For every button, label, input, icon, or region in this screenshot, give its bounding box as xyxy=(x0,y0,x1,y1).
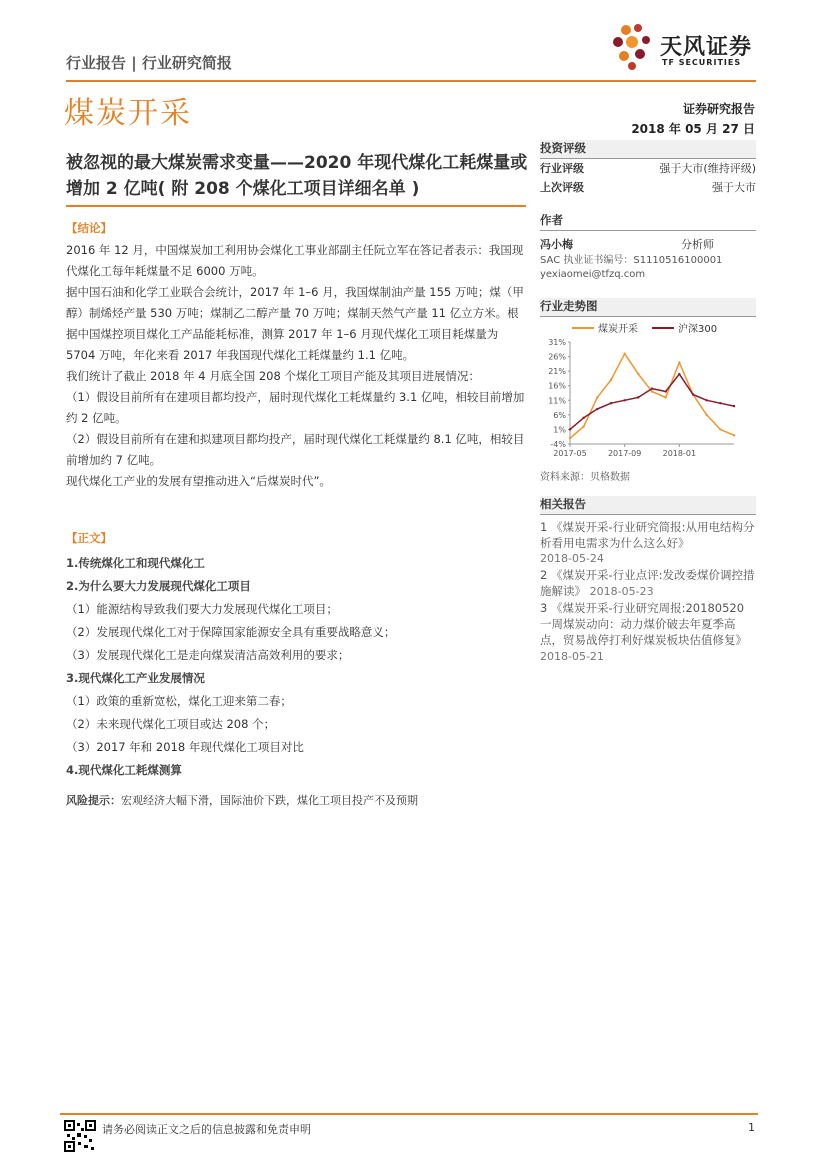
author-sac: SAC 执业证书编号：S1110516100001 xyxy=(540,255,723,266)
doc-date: 2018 年 05 月 27 日 xyxy=(631,122,755,136)
data-point xyxy=(623,399,625,401)
data-point xyxy=(719,428,721,430)
data-point xyxy=(637,396,639,398)
x-tick-label: 2017-09 xyxy=(607,449,642,458)
toc-item: 1.传统煤化工和现代煤化工 xyxy=(66,556,205,570)
author-panel xyxy=(540,212,756,282)
related-item-date: 2018-05-23 xyxy=(589,585,654,598)
related-item-text[interactable]: 3 《煤炭开采-行业研究周报:20180520 一周煤炭动向：动力煤价破去年夏季高点，贸易战停打利好煤炭板块估值修复》 xyxy=(540,601,747,647)
related-panel xyxy=(540,496,756,665)
tf-logo xyxy=(608,22,758,72)
legend-label: 煤炭开采 xyxy=(598,324,638,335)
toc-item: （1）能源结构导致我们要大力发展现代煤化工项目； xyxy=(66,602,338,616)
title-divider xyxy=(66,205,526,207)
author-head: 作者 xyxy=(540,212,756,231)
rating-row xyxy=(540,159,756,178)
logo-text-cn: 天风证券 xyxy=(660,35,753,60)
related-list xyxy=(540,519,756,665)
footer-disclaimer: 请务必阅读正文之后的信息披露和免责申明 xyxy=(102,1123,311,1136)
data-point xyxy=(596,396,598,398)
risk-label: 风险提示： xyxy=(66,794,121,807)
author-role: 分析师 xyxy=(681,238,714,251)
data-point xyxy=(705,414,707,416)
y-tick-label: 21% xyxy=(548,367,566,377)
toc-item: 4.现代煤化工耗煤测算 xyxy=(66,763,182,777)
conclusion-paragraph: （2）假设目前所有在建和拟建项目都均投产，届时现代煤化工耗煤量约 8.1 亿吨，相较目前增加约 7 亿吨。 xyxy=(66,432,525,467)
toc-item: （3）发展现代煤化工是走向煤炭清洁高效利用的要求； xyxy=(66,648,350,662)
rating-row xyxy=(540,178,756,197)
toc-item: （1）政策的重新宽松，煤化工迎来第二春； xyxy=(66,694,292,708)
data-point xyxy=(705,399,707,401)
rating-key: 上次评级 xyxy=(540,181,584,194)
author-email[interactable]: yexiaomei@tfzq.com xyxy=(540,269,646,280)
rating-head: 投资评级 xyxy=(540,140,756,159)
header-divider xyxy=(66,80,756,82)
related-item-text[interactable]: 2 《煤炭开采-行业点评:发改委煤价调控措施解读》 xyxy=(540,568,755,598)
data-point xyxy=(678,373,680,375)
y-tick-label: 6% xyxy=(553,410,566,420)
risk-text: 宏观经济大幅下滑，国际油价下跌，煤化工项目投产不及预期 xyxy=(121,794,418,807)
data-point xyxy=(692,393,694,395)
data-point xyxy=(582,425,584,427)
data-point xyxy=(733,405,735,407)
data-point xyxy=(610,379,612,381)
legend-label: 沪深300 xyxy=(678,324,718,335)
author-name: 冯小梅 xyxy=(540,238,573,251)
data-point xyxy=(569,437,571,439)
toc-list xyxy=(66,552,528,782)
toc-item: 3.现代煤化工产业发展情况 xyxy=(66,671,205,685)
toc-item: 2.为什么要大力发展现代煤化工项目 xyxy=(66,579,251,593)
rating-value: 强于大市 xyxy=(712,181,756,194)
related-item[interactable] xyxy=(540,600,756,665)
data-point xyxy=(651,387,653,389)
y-tick-label: 11% xyxy=(548,396,566,406)
risk-note xyxy=(66,792,528,808)
y-tick-label: 26% xyxy=(548,352,566,362)
logo-text-en: TF SECURITIES xyxy=(662,58,742,67)
x-tick-label: 2017-05 xyxy=(553,449,587,458)
y-tick-label: 16% xyxy=(548,381,566,391)
related-item-text[interactable]: 1 《煤炭开采-行业研究简报:从用电结构分析看用电需求为什么这么好》 xyxy=(540,520,755,550)
data-point xyxy=(569,428,571,430)
conclusion-paragraph: 现代煤化工产业的发展有望推动进入“后煤炭时代”。 xyxy=(66,474,331,488)
toc-item: （2）未来现代煤化工项目或达 208 个； xyxy=(66,717,276,731)
footer-divider xyxy=(60,1113,758,1115)
report-title: 被忽视的最大煤炭需求变量——2020 年现代煤化工耗煤量或增加 2 亿吨( 附 208 个煤化工项目详细名单 ) xyxy=(66,153,528,199)
x-tick-label: 2018-01 xyxy=(662,449,697,458)
data-point xyxy=(664,390,666,392)
conclusion-paragraph: （1）假设目前所有在建项目都均投产，届时现代煤化工耗煤量约 3.1 亿吨，相较目前增加约 2 亿吨。 xyxy=(66,390,525,425)
report-category: 行业报告 | 行业研究简报 xyxy=(66,54,232,72)
data-point xyxy=(651,390,653,392)
conclusion-label: 【结论】 xyxy=(66,221,112,235)
doc-type: 证券研究报告 xyxy=(682,102,755,116)
data-point xyxy=(664,396,666,398)
y-tick-label: 1% xyxy=(553,425,566,435)
toc-item: （3）2017 年和 2018 年现代煤化工项目对比 xyxy=(66,740,304,754)
conclusion-body xyxy=(66,240,528,492)
data-point xyxy=(733,434,735,436)
rating-panel xyxy=(540,140,756,197)
y-tick-label: 31% xyxy=(548,338,566,347)
data-point xyxy=(596,408,598,410)
conclusion-paragraph: 2016 年 12 月，中国煤炭加工利用协会煤化工事业部副主任阮立军在答记者表示：我国现代煤化工每年耗煤量不足 6000 万吨。 xyxy=(66,243,524,278)
data-point xyxy=(623,352,625,354)
data-point xyxy=(678,361,680,363)
related-item-date: 2018-05-24 xyxy=(540,552,604,565)
trend-chart xyxy=(540,318,756,460)
series-line xyxy=(570,354,734,439)
trend-head: 行业走势图 xyxy=(540,298,756,317)
related-item-date: 2018-05-21 xyxy=(540,650,604,663)
conclusion-paragraph: 据中国石油和化学工业联合会统计，2017 年 1–6 月，我国煤制油产量 155 万吨；煤（甲醇）制烯烃产量 530 万吨；煤制乙二醇产量 70 万吨；煤制天然气产量 11 亿立方米。根据中国煤控项目煤化工产品能耗标准，测算 2017 年 1–6 月现代煤化工项目耗煤量为 5704 万吨，年化来看 2017 年我国现代煤化工耗煤量约 1.1 亿吨。 xyxy=(66,285,524,362)
data-point xyxy=(637,373,639,375)
page-number: 1 xyxy=(748,1121,755,1134)
related-head: 相关报告 xyxy=(540,496,756,515)
y-tick-label: -4% xyxy=(550,440,566,449)
data-point xyxy=(719,402,721,404)
related-item[interactable] xyxy=(540,519,756,567)
toc-item: （2）发展现代煤化工对于保障国家能源安全具有重要战略意义； xyxy=(66,625,396,639)
data-point xyxy=(582,417,584,419)
chart-source: 资料来源：贝格数据 xyxy=(540,472,630,483)
data-point xyxy=(610,402,612,404)
related-item[interactable] xyxy=(540,567,756,600)
tf-logo-icon xyxy=(608,22,656,72)
qr-code-icon xyxy=(64,1120,96,1152)
rating-value: 强于大市(维持评级) xyxy=(659,162,756,175)
body-label: 【正文】 xyxy=(66,531,112,545)
rating-key: 行业评级 xyxy=(540,162,584,175)
author-row xyxy=(540,235,756,254)
sector-title: 煤炭开采 xyxy=(64,96,192,131)
conclusion-paragraph: 我们统计了截止 2018 年 4 月底全国 208 个煤化工项目产能及其项目进展情况： xyxy=(66,369,480,383)
trend-panel xyxy=(540,298,756,317)
